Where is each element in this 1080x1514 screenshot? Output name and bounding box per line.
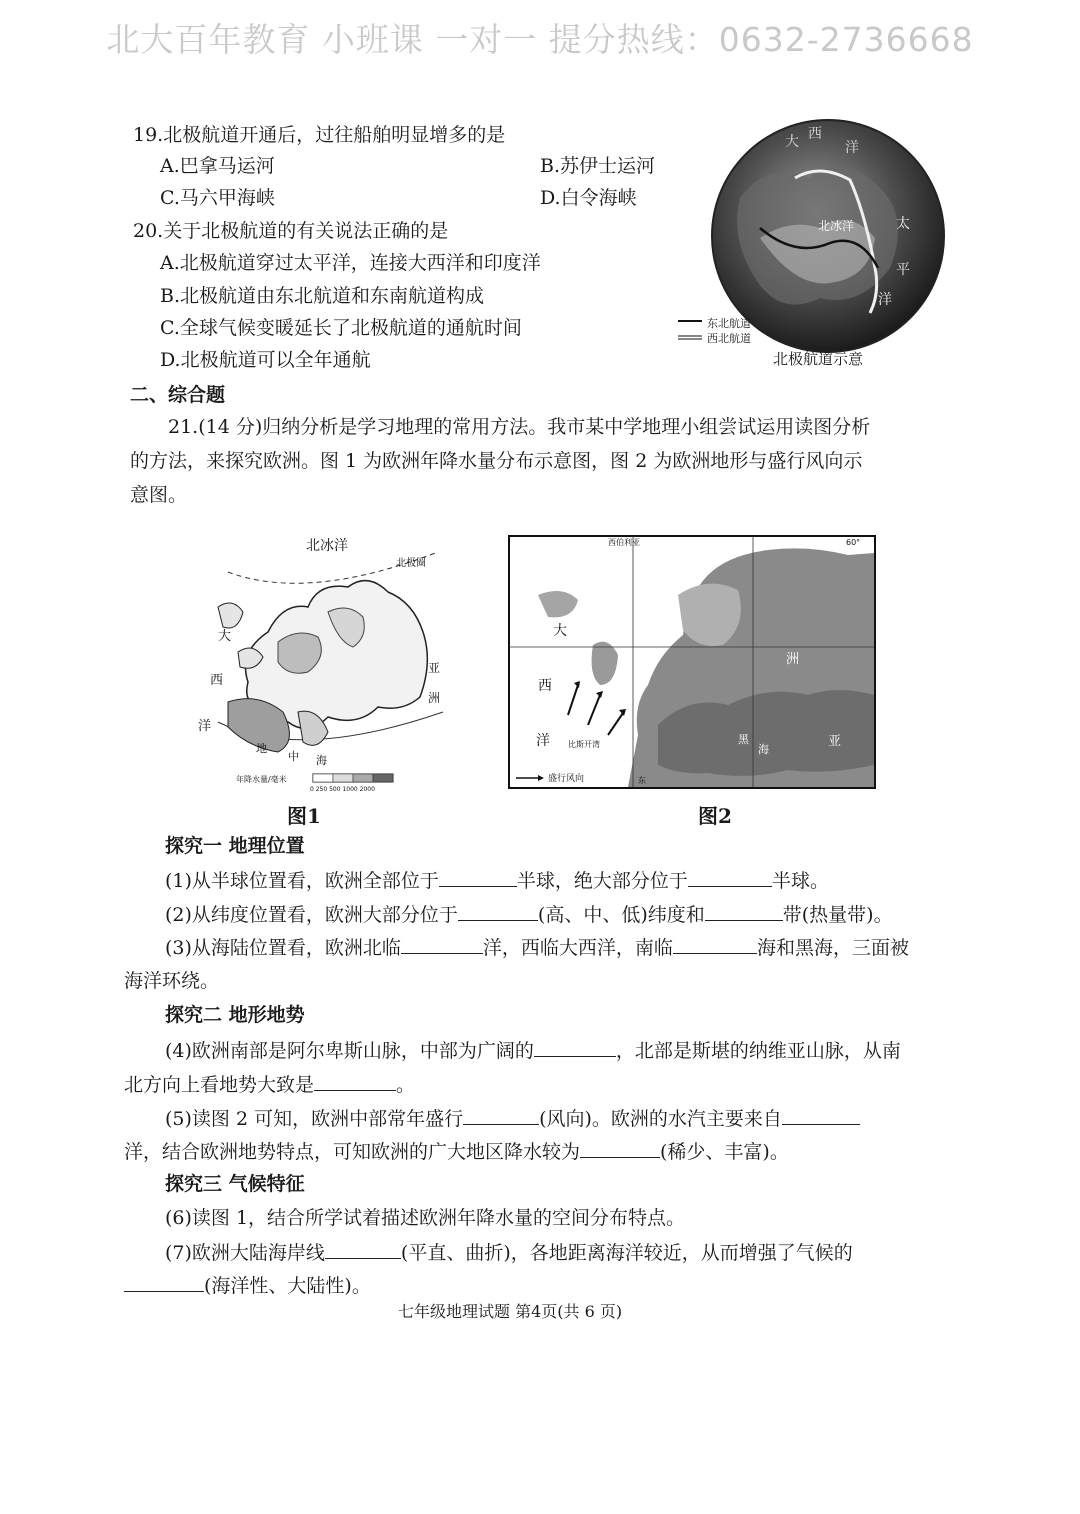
explore-3-q7-cont <box>124 1271 371 1299</box>
fig2-legend: 盛行风向 <box>548 774 585 784</box>
fig2-xi: 西 <box>538 678 552 694</box>
explore-1-title: 探究一 地理位置 <box>165 835 305 857</box>
q1-text-c: 半球。 <box>771 870 829 892</box>
fig2-deg60: 60° <box>846 538 861 547</box>
q19-option-a: A.巴拿马运河 <box>160 155 275 177</box>
fig2-zhou: 洲 <box>786 652 800 667</box>
q5-text-c: 洋，结合欧洲地势特点，可知欧洲的广大地区降水较为 <box>124 1141 581 1163</box>
q20-option-c: C.全球气候变暖延长了北极航道的通航时间 <box>160 317 522 339</box>
fig1-legend-ticks: 0 250 500 1000 2000 <box>310 786 375 792</box>
fig2-hei: 黑 <box>738 733 749 746</box>
q4-text-c: 北方向上看地势大致是 <box>124 1074 315 1096</box>
q19-stem: 19.北极航道开通后，过往船舶明显增多的是 <box>133 124 506 146</box>
fig1-med-di: 地 <box>256 742 267 755</box>
q7-text-a: (7)欧洲大陆海岸线 <box>165 1242 325 1264</box>
q20-option-d: D.北极航道可以全年通航 <box>160 349 371 371</box>
globe-label-yang: 洋 <box>845 140 859 156</box>
globe-label-yang2: 洋 <box>878 292 892 308</box>
q3-text-c: 海和黑海，三面被 <box>756 937 909 959</box>
q19-option-d: D.白令海峡 <box>540 187 637 209</box>
q7-blank-2[interactable] <box>124 1271 204 1292</box>
q5-text-d: (稀少、丰富)。 <box>660 1141 789 1163</box>
fig1-asia-ya: 亚 <box>428 661 441 675</box>
q4-text-d: 。 <box>396 1074 416 1096</box>
figure-1-label: 图1 <box>287 804 321 828</box>
q7-text-c: (海洋性、大陆性)。 <box>204 1275 371 1297</box>
explore-1-q1 <box>165 866 829 894</box>
q20-option-a: A.北极航道穿过太平洋，连接大西洋和印度洋 <box>160 252 541 274</box>
q7-blank-1[interactable] <box>325 1238 401 1259</box>
fig1-asia-zhou: 洲 <box>428 691 441 705</box>
globe-caption: 北极航道示意 <box>773 350 864 368</box>
q2-text-a: (2)从纬度位置看，欧洲大部分位于 <box>165 904 458 926</box>
fig1-arctic: 北冰洋 <box>306 538 348 554</box>
q7-text-b: (平直、曲折)，各地距离海洋较近，从而增强了气候的 <box>400 1242 853 1264</box>
q1-text-a: (1)从半球位置看，欧洲全部位于 <box>165 870 439 892</box>
explore-1-q3-cont: 海洋环绕。 <box>124 970 220 992</box>
q2-text-c: 带(热量带)。 <box>782 904 893 926</box>
fig2-top-label: 西伯利亚 <box>608 538 640 547</box>
fig2-ya: 亚 <box>828 734 842 749</box>
fig2-da: 大 <box>553 623 567 639</box>
fig1-arctic-circle: 北极圈 <box>396 558 426 569</box>
explore-2-q4-cont <box>124 1070 415 1098</box>
q2-text-b: (高、中、低)纬度和 <box>537 904 705 926</box>
q1-blank-2[interactable] <box>688 866 772 887</box>
explore-2-q4 <box>165 1036 901 1064</box>
q19-option-c: C.马六甲海峡 <box>160 187 275 209</box>
q4-text-a: (4)欧洲南部是阿尔卑斯山脉，中部为广阔的 <box>165 1040 534 1062</box>
q4-text-b: ，北部是斯堪的纳维亚山脉，从南 <box>615 1040 901 1062</box>
q4-blank-2[interactable] <box>314 1070 396 1091</box>
q21-line-1: 21.(14 分)归纳分析是学习地理的常用方法。我市某中学地理小组尝试运用读图分析 <box>168 416 871 438</box>
q3-blank-1[interactable] <box>401 933 483 954</box>
q2-blank-2[interactable] <box>705 900 783 921</box>
fig2-yang: 洋 <box>536 733 550 749</box>
q5-text-a: (5)读图 2 可知，欧洲中部常年盛行 <box>165 1108 464 1130</box>
watermark: 北大百年教育 小班课 一对一 提分热线：0632-2736668 <box>106 20 974 59</box>
explore-2-q5-cont <box>124 1137 789 1165</box>
figure-2-terrain-wind-map <box>508 535 878 791</box>
globe-legend-nw: 西北航道 <box>707 332 751 345</box>
fig1-med-hai: 海 <box>316 754 327 767</box>
fig1-legend-title: 年降水量/毫米 <box>236 775 287 784</box>
q2-blank-1[interactable] <box>458 900 538 921</box>
q21-line-2: 的方法，来探究欧洲。图 1 为欧洲年降水量分布示意图，图 2 为欧洲地形与盛行风向示 <box>130 450 863 472</box>
explore-2-q5 <box>165 1104 860 1132</box>
q3-text-a: (3)从海陆位置看，欧洲北临 <box>165 937 401 959</box>
fig1-atl-da: 大 <box>218 629 232 644</box>
fig1-atl-xi: 西 <box>210 673 224 688</box>
explore-1-q3 <box>165 933 909 961</box>
q5-text-b: (风向)。欧洲的水汽主要来自 <box>539 1108 782 1130</box>
q19-option-b: B.苏伊士运河 <box>540 155 656 177</box>
figure-1-precipitation-map <box>188 512 448 792</box>
explore-3-title: 探究三 气候特征 <box>165 1173 305 1195</box>
globe-label-ping: 平 <box>896 262 910 278</box>
q3-text-b: 洋，西临大西洋，南临 <box>482 937 673 959</box>
fig2-bisikai: 比斯开湾 <box>568 740 600 749</box>
globe-label-da: 大 <box>785 134 799 150</box>
explore-3-q6: (6)读图 1，结合所学试着描述欧洲年降水量的空间分布特点。 <box>165 1207 686 1229</box>
fig1-atl-yang: 洋 <box>198 719 212 734</box>
fig1-med-zhong: 中 <box>288 750 299 763</box>
explore-2-title: 探究二 地形地势 <box>165 1004 305 1026</box>
fig2-hai: 海 <box>758 743 769 756</box>
explore-1-q2 <box>165 900 893 928</box>
q20-stem: 20.关于北极航道的有关说法正确的是 <box>133 220 449 242</box>
page-footer: 七年级地理试题 第4页(共 6 页) <box>398 1302 623 1321</box>
q5-blank-3[interactable] <box>580 1137 660 1158</box>
explore-3-q7 <box>165 1238 853 1266</box>
globe-label-tai: 太 <box>896 216 910 232</box>
q5-blank-2[interactable] <box>782 1104 860 1125</box>
q4-blank-1[interactable] <box>534 1036 616 1057</box>
globe-label-arctic: 北冰洋 <box>818 219 855 233</box>
figure-2-label: 图2 <box>698 804 732 828</box>
q1-text-b: 半球，绝大部分位于 <box>516 870 688 892</box>
q21-line-3: 意图。 <box>130 484 188 506</box>
q3-blank-2[interactable] <box>673 933 757 954</box>
q5-blank-1[interactable] <box>463 1104 539 1125</box>
q20-option-b: B.北极航道由东北航道和东南航道构成 <box>160 285 485 307</box>
q1-blank-1[interactable] <box>439 866 517 887</box>
globe-label-xi: 西 <box>808 126 822 142</box>
fig2-bottom-label: 东 <box>638 776 646 785</box>
section-2-title: 二、综合题 <box>130 384 226 406</box>
globe-legend-ne: 东北航道 <box>707 317 751 330</box>
